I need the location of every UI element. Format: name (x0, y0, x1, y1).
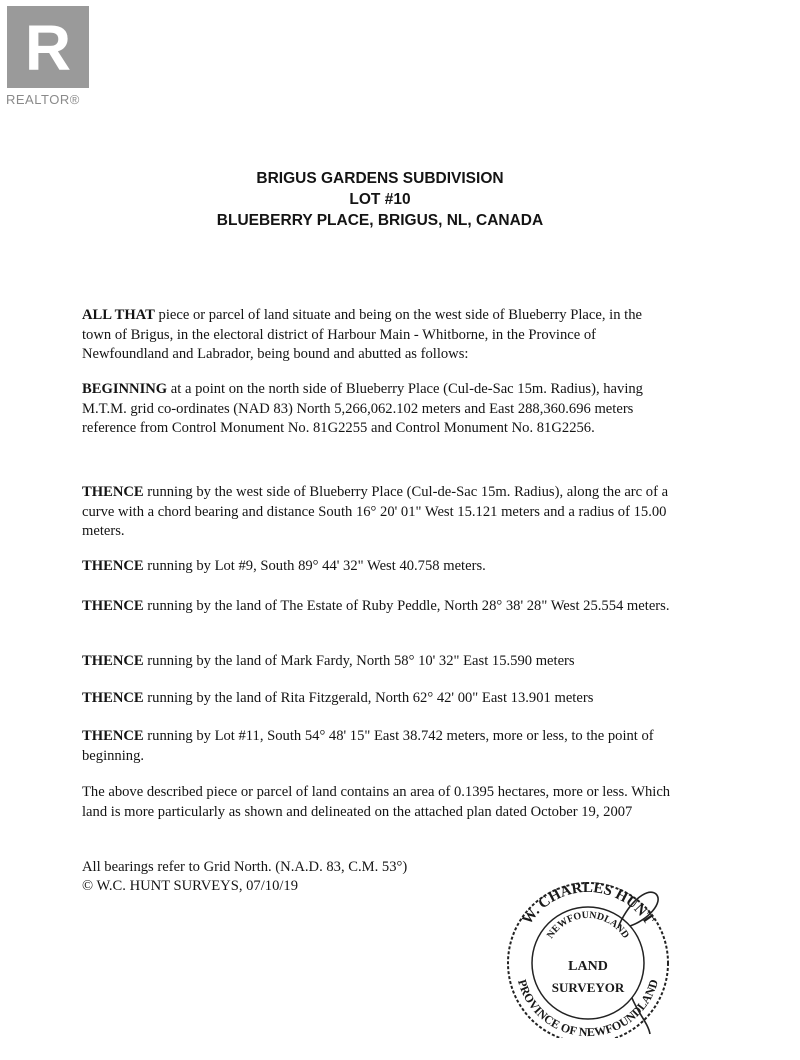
paragraph-lead: THENCE (82, 653, 144, 669)
title-lot: LOT #10 (349, 191, 411, 208)
paragraph-text: The above described piece or parcel of land contains an area of 0.1395 hectares, more or less. Which land is more particularly as shown and delineated on the attached plan dated October 19, 2007 (82, 784, 671, 820)
paragraph-all-that (82, 306, 672, 365)
paragraph-text: running by the west side of Blueberry Place (Cul-de-Sac 15m. Radius), along the arc of a curve with a chord bearing and distance South 16° 20' 01" West 15.121 meters and a radius of 15.00 meters. (82, 484, 669, 539)
paragraph-text: running by Lot #11, South 54° 48' 15" East 38.742 meters, more or less, to the point of beginning. (82, 728, 654, 764)
paragraph-thence-4 (82, 652, 672, 672)
paragraph-lead: THENCE (82, 484, 144, 500)
paragraph-beginning (82, 380, 672, 439)
paragraph-text: at a point on the north side of Blueberry Place (Cul-de-Sac 15m. Radius), having M.T.M. grid co-ordinates (NAD 83) North 5,266,062.102 meters and East 288,360.696 meters reference from Control Monument No. 81G2255 and Control Monument No. 81G2256. (82, 381, 643, 436)
paragraph-text: piece or parcel of land situate and being on the west side of Blueberry Place, in the town of Brigus, in the electoral district of Harbour Main - Whitborne, in the Province of Newfoundland and Labrador, being bound and abutted as follows: (82, 307, 642, 362)
paragraph-thence-6 (82, 727, 672, 766)
seal-outer-text: W. CHARLES HUNT (519, 879, 657, 928)
paragraph-thence-1 (82, 483, 672, 542)
paragraph-thence-5 (82, 689, 672, 709)
seal-inner-text: NEWFOUNDLAND (544, 909, 632, 941)
land-surveyor-seal (498, 868, 678, 1038)
seal-center-text: LAND (568, 959, 608, 974)
paragraph-thence-2 (82, 557, 672, 577)
paragraph-thence-3 (82, 597, 672, 617)
title-address: BLUEBERRY PLACE, BRIGUS, NL, CANADA (216, 212, 544, 229)
footer-bearings: All bearings refer to Grid North. (N.A.D. 83, C.M. 53°) (82, 859, 408, 875)
footer-copyright: © W.C. HUNT SURVEYS, 07/10/19 (82, 878, 299, 894)
paragraph-lead: THENCE (82, 690, 144, 706)
seal-lower-text: SURVEYOR (551, 980, 625, 995)
paragraph-lead: ALL THAT (82, 307, 155, 323)
realtor-logo-letter: R (24, 12, 72, 84)
seal-ring-text: PROVINCE OF NEWFOUNDLAND (515, 977, 661, 1038)
paragraph-text: running by the land of Mark Fardy, North 58° 10' 32" East 15.590 meters (143, 653, 575, 669)
paragraph-lead: THENCE (82, 728, 144, 744)
paragraph-text: running by the land of Rita Fitzgerald, North 62° 42' 00" East 13.901 meters (143, 690, 594, 706)
realtor-logo-tile (7, 6, 89, 88)
paragraph-lead: BEGINNING (82, 381, 168, 397)
realtor-r-icon (7, 6, 89, 88)
paragraph-lead: THENCE (82, 558, 144, 574)
paragraph-area (82, 783, 672, 822)
realtor-logo (4, 4, 96, 108)
paragraph-text: running by Lot #9, South 89° 44' 32" West 40.758 meters. (143, 558, 486, 574)
document-title (190, 168, 570, 231)
title-subdivision: BRIGUS GARDENS SUBDIVISION (256, 170, 504, 187)
realtor-logo-text: REALTOR® (6, 92, 80, 107)
paragraph-lead: THENCE (82, 598, 144, 614)
paragraph-text: running by the land of The Estate of Ruby Peddle, North 28° 38' 28" West 25.554 meters. (143, 598, 670, 614)
